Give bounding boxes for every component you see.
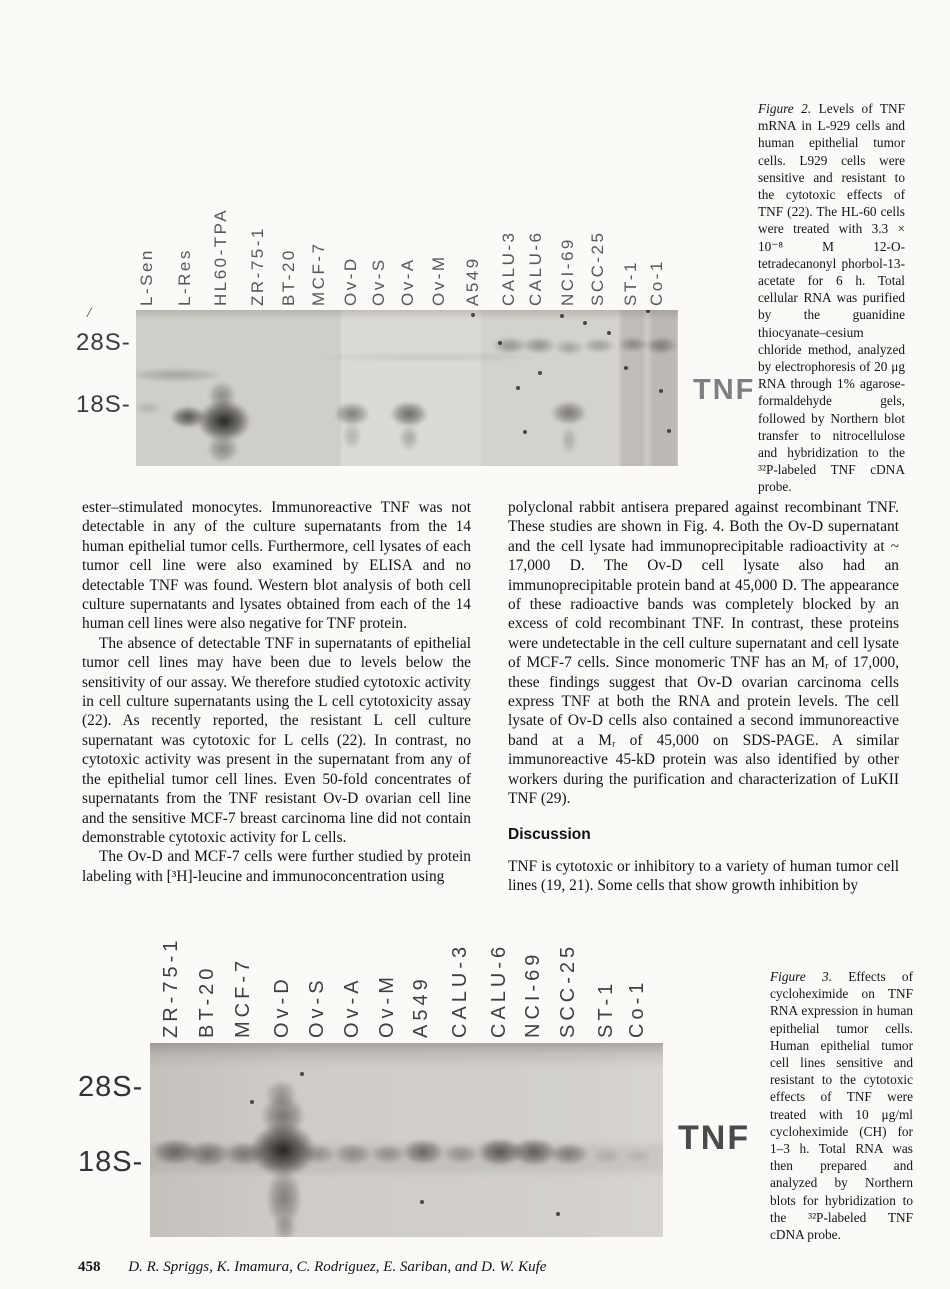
blot-speck: [538, 371, 542, 375]
blot-speck: [471, 313, 475, 317]
blot-band: [152, 1139, 198, 1165]
lane-label-nci-69: NCI-69: [558, 237, 577, 306]
lane-label-zr-75-1: ZR-75-1: [160, 936, 182, 1038]
lane-label-calu-3: CALU-3: [499, 230, 518, 306]
blot-band: [261, 1094, 305, 1138]
blot-band: [624, 1149, 652, 1163]
paragraph: ester–stimulated monocytes. Immunoreactive TNF was not detectable in any of the culture supernatants from the 14 human epithelial tumor cells. Furthermore, cell lysates of each tumor cell line were also examined by ELISA and no detectable TNF was found. Western blot analysis of both cell culture supernatants and lysates obtained from each of the 14 human cell lines were also negative for TNF protein.: [82, 499, 471, 633]
gel-label-tnf: TNF: [693, 374, 756, 406]
lane-label-a549: A549: [410, 975, 432, 1038]
blot-band: [334, 1143, 372, 1165]
lane-label-hl60-tpa: HL60-TPA: [211, 207, 230, 306]
blot-band: [208, 381, 236, 411]
blot-band: [310, 352, 550, 362]
blot-band: [266, 1168, 302, 1228]
lane-label-ov-d: Ov-D: [341, 256, 360, 306]
paragraph: The absence of detectable TNF in supernatants of epithelial tumor cell lines may have been due to levels below the sensitivity of our assay. We therefore studied cytotoxic activity in cell culture supernatants using the L cell cytotoxicity assay (22). As recently reported, the resistant L cell culture supernatant was cytotoxic for L cells (22). In contrast, no cytotoxic activity was present in the supernatant from any of the epithelial tumor cell lines. Even 50-fold concentrates of supernatants from the TNF resistant Ov-D ovarian cell line and the sensitive MCF-7 breast carcinoma line did not contain demonstrable cytotoxic activity for L cells.: [82, 634, 471, 846]
blot-band: [549, 1143, 589, 1165]
lane-label-co-1: Co-1: [647, 259, 666, 306]
blot-band: [136, 368, 226, 382]
blot-speck: [523, 430, 527, 434]
blot-band: [554, 340, 584, 355]
lane-label-calu-3: CALU-3: [449, 942, 471, 1038]
paragraph: TNF is cytotoxic or inhibitory to a variety of human tumor cell lines (19, 21). Some cells that show growth inhibition by: [508, 857, 899, 895]
figure2-caption: [758, 100, 905, 496]
blot-speck: [607, 331, 611, 335]
blot-band: [136, 402, 163, 414]
figure3-caption: [770, 968, 913, 1243]
lane-label-ov-a: Ov-A: [398, 257, 417, 306]
blot-speck: [420, 1200, 424, 1204]
blot-speck: [300, 1072, 304, 1076]
stray-mark: /: [87, 305, 92, 321]
lane-label-ov-m: Ov-M: [376, 973, 398, 1038]
lane-label-a549: A549: [463, 256, 482, 306]
lane-label-ov-s: Ov-S: [306, 976, 328, 1038]
blot-band: [370, 1144, 406, 1164]
lane-label-mcf-7: MCF-7: [232, 956, 254, 1038]
blot-band: [583, 338, 615, 353]
blot-speck: [646, 310, 650, 313]
discussion-heading: Discussion: [508, 825, 591, 843]
body-column-right: [508, 498, 899, 896]
lane-label-ov-d: Ov-D: [271, 975, 293, 1038]
lane-label-l-sen: L-Sen: [137, 248, 156, 306]
lane-label-calu-6: CALU-6: [526, 230, 545, 306]
figure3-caption-label: Figure 3.: [770, 969, 832, 984]
blot-band: [390, 401, 428, 427]
blot-band: [618, 337, 648, 352]
blot-band: [511, 1138, 557, 1166]
lane-label-ov-s: Ov-S: [369, 257, 388, 306]
running-authors: D. R. Spriggs, K. Imamura, C. Rodriguez, E. Sariban, and D. W. Kufe: [128, 1259, 547, 1275]
blot-speck: [583, 321, 587, 325]
marker-28s: 28S-: [76, 329, 131, 356]
marker-18s: 18S-: [78, 1146, 144, 1178]
figure3-caption-text: Effects of cycloheximide on TNF RNA expression in human epithelial tumor cells. Human epithelial tumor cell lines sensitive and resistant to the cytotoxic effects of TNF were treated with 10 μg/ml cycloheximide (CH) for 1–3 h. Total RNA was then prepared and analyzed by Northern blots for hybridization to the ³²P-labeled TNF cDNA probe.: [770, 969, 913, 1243]
gel-label-tnf: TNF: [678, 1119, 751, 1157]
blot-speck: [250, 1100, 254, 1104]
blot-band: [592, 1148, 622, 1164]
paragraph: The Ov-D and MCF-7 cells were further studied by protein labeling with [³H]-leucine and immunoconcentration using: [82, 848, 471, 885]
blot-band: [300, 1144, 336, 1164]
blot-band: [265, 1080, 297, 1108]
blot-band: [645, 337, 677, 354]
body-column-left: [82, 498, 471, 886]
blot-band: [492, 337, 528, 354]
blot-band: [170, 406, 206, 428]
blot-band: [197, 400, 251, 442]
marker-18s: 18S-: [76, 391, 131, 418]
figure2-caption-label: Figure 2.: [758, 101, 812, 116]
blot-band: [334, 402, 370, 426]
blot-band: [522, 337, 556, 354]
blot-speck: [659, 389, 663, 393]
page-number: 458: [78, 1259, 101, 1275]
lane-label-bt-20: BT-20: [196, 964, 218, 1038]
blot-speck: [498, 341, 502, 345]
figure2-caption-text: Levels of TNF mRNA in L-929 cells and human epithelial tumor cells. L929 cells were sensitive and resistant to the cytotoxic effects of TNF (22). The HL-60 cells were treated with 3.3 × 10⁻⁸ M 12-O-tetradecanonyl phorbol-13-acetate for 6 h. Total cellular RNA was purified by the guanidine thiocyanate–cesium chloride method, analyzed by electrophoresis of 20 μg RNA through 1% agarose-formaldehyde gels, followed by Northern blot transfer to nitrocellulose and hybridization to the ³²P-labeled TNF cDNA probe.: [758, 101, 905, 495]
lane-label-st-1: ST-1: [621, 260, 640, 306]
blot-speck: [516, 386, 520, 390]
lane-label-co-1: Co-1: [626, 978, 648, 1038]
blot-band: [402, 1139, 444, 1165]
blot-band: [342, 423, 362, 449]
paragraph: polyclonal rabbit antisera prepared against recombinant TNF. These studies are shown in Fig. 4. Both the Ov-D supernatant and the cell lysate had immunoprecipitable radioactivity at ~ 17,000 D. The Ov-D cell lysate also had an immunoprecipitable protein band at 45,000 D. The appearance of these radioactive bands was completely blocked by an excess of cold recombinant TNF. In contrast, these proteins were undetectable in the cell culture supernatant and cell lysate of MCF-7 cells. Since monomeric TNF has an Mᵣ of 17,000, these findings suggest that Ov-D ovarian carcinoma cells express TNF at both the RNA and protein levels. The cell lysate of Ov-D cells also contained a second immunoreactive band at a Mᵣ of 45,000 on SDS-PAGE. A similar immunoreactive 45-kD protein was also identified by other workers during the purification and characterization of LuKII TNF (29).: [508, 499, 899, 808]
blot-band: [551, 401, 587, 425]
marker-28s: 28S-: [78, 1071, 144, 1103]
blot: [150, 1043, 663, 1237]
lane-label-nci-69: NCI-69: [522, 950, 544, 1038]
blot-speck: [667, 429, 671, 433]
blot-speck: [560, 314, 564, 318]
blot-speck: [556, 1212, 560, 1216]
blot-band: [399, 425, 419, 451]
lane-label-mcf-7: MCF-7: [309, 241, 328, 306]
lane-label-bt-20: BT-20: [279, 248, 298, 306]
blot-speck: [624, 366, 628, 370]
lane-label-st-1: ST-1: [595, 979, 617, 1038]
blot-band: [561, 426, 577, 454]
blot-band: [443, 1144, 479, 1164]
blot-band: [250, 1123, 316, 1177]
lane-label-ov-m: Ov-M: [429, 254, 448, 306]
blot-band: [477, 1138, 523, 1166]
blot-band: [207, 435, 239, 463]
lane-label-l-res: L-Res: [175, 248, 194, 306]
blot: [136, 310, 678, 466]
lane-label-ov-a: Ov-A: [341, 976, 363, 1038]
page-footer: [78, 1259, 546, 1276]
lane-label-zr-75-1: ZR-75-1: [248, 226, 267, 306]
blot-band: [223, 1142, 265, 1166]
blot-band: [186, 1141, 230, 1167]
lane-label-calu-6: CALU-6: [488, 942, 510, 1038]
lane-label-scc-25: SCC-25: [557, 942, 579, 1038]
lane-label-scc-25: SCC-25: [588, 230, 607, 306]
blot-band: [273, 1215, 297, 1237]
